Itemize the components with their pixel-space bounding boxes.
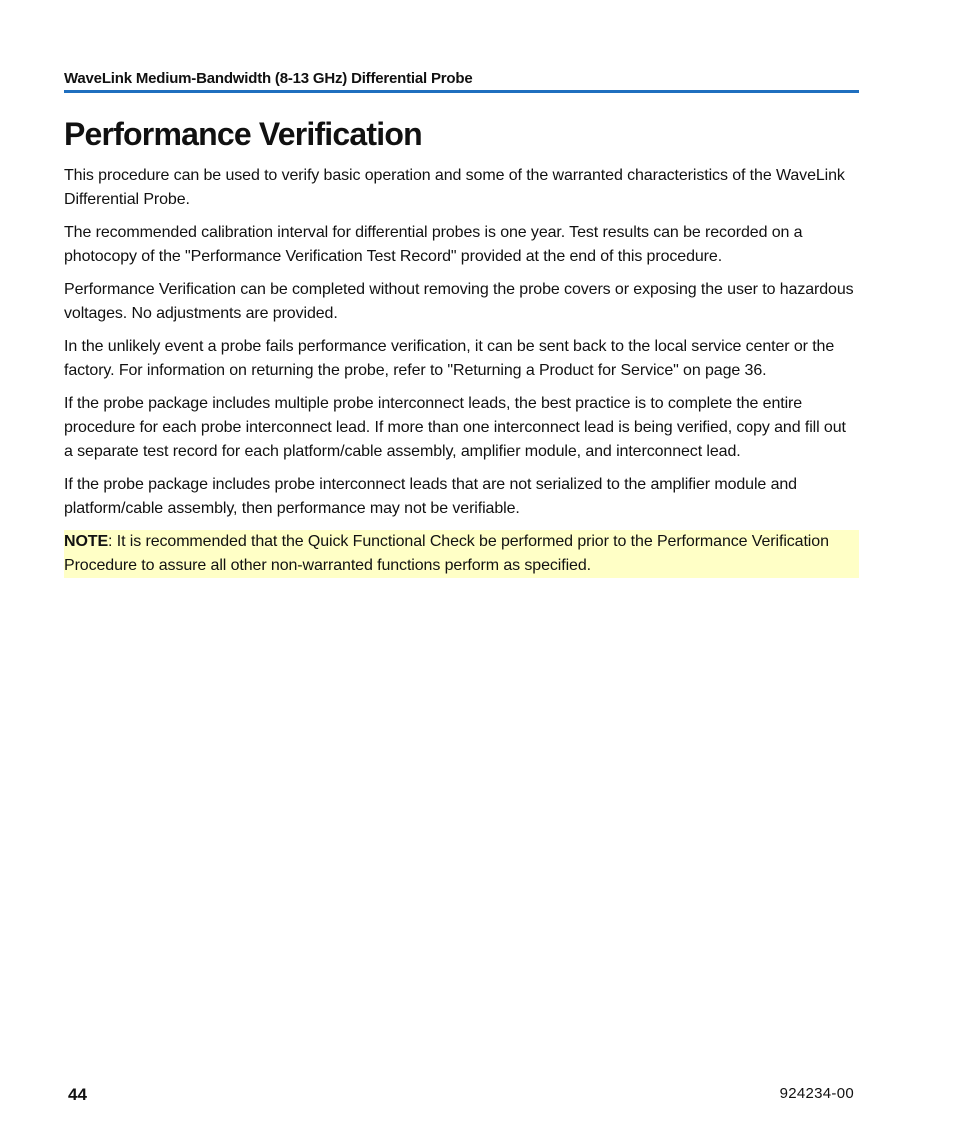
page-number: 44 [68,1085,87,1104]
paragraph-no-adjustments: Performance Verification can be completed without removing the probe covers or exposing the user to hazardous voltages. No adjustments are provided. [64,281,854,322]
paragraph-serialized-leads: If the probe package includes probe interconnect leads that are not serialized to the amplifier module and platform/cable assembly, then performance may not be verifiable. [64,476,797,517]
paragraph-intro: This procedure can be used to verify basic operation and some of the warranted characteristics of the WaveLink Differential Probe. [64,167,845,208]
page-title: Performance Verification [64,116,422,152]
paragraph-returning-probe: In the unlikely event a probe fails performance verification, it can be sent back to the local service center or the factory. For information on returning the probe, refer to "Returning a Product for Service" on page 36. [64,338,835,379]
note-label: NOTE [64,533,109,550]
note-text: : It is recommended that the Quick Functional Check be performed prior to the Performance Verification Procedure to assure all other non-warranted functions perform as specified. [64,533,829,574]
body-text [64,164,859,587]
paragraph-multiple-leads: If the probe package includes multiple probe interconnect leads, the best practice is to complete the entire procedure for each probe interconnect lead. If more than one interconnect lead is being verified, copy and fill out a separate test record for each platform/cable assembly, amplifier module, and interconnect lead. [64,395,846,460]
paragraph-calibration-interval: The recommended calibration interval for differential probes is one year. Test results can be recorded on a photocopy of the "Performance Verification Test Record" provided at the end of this procedure. [64,224,803,265]
running-header: WaveLink Medium-Bandwidth (8-13 GHz) Differential Probe [64,70,859,93]
note-box [64,530,859,578]
document-number: 924234-00 [779,1085,854,1102]
